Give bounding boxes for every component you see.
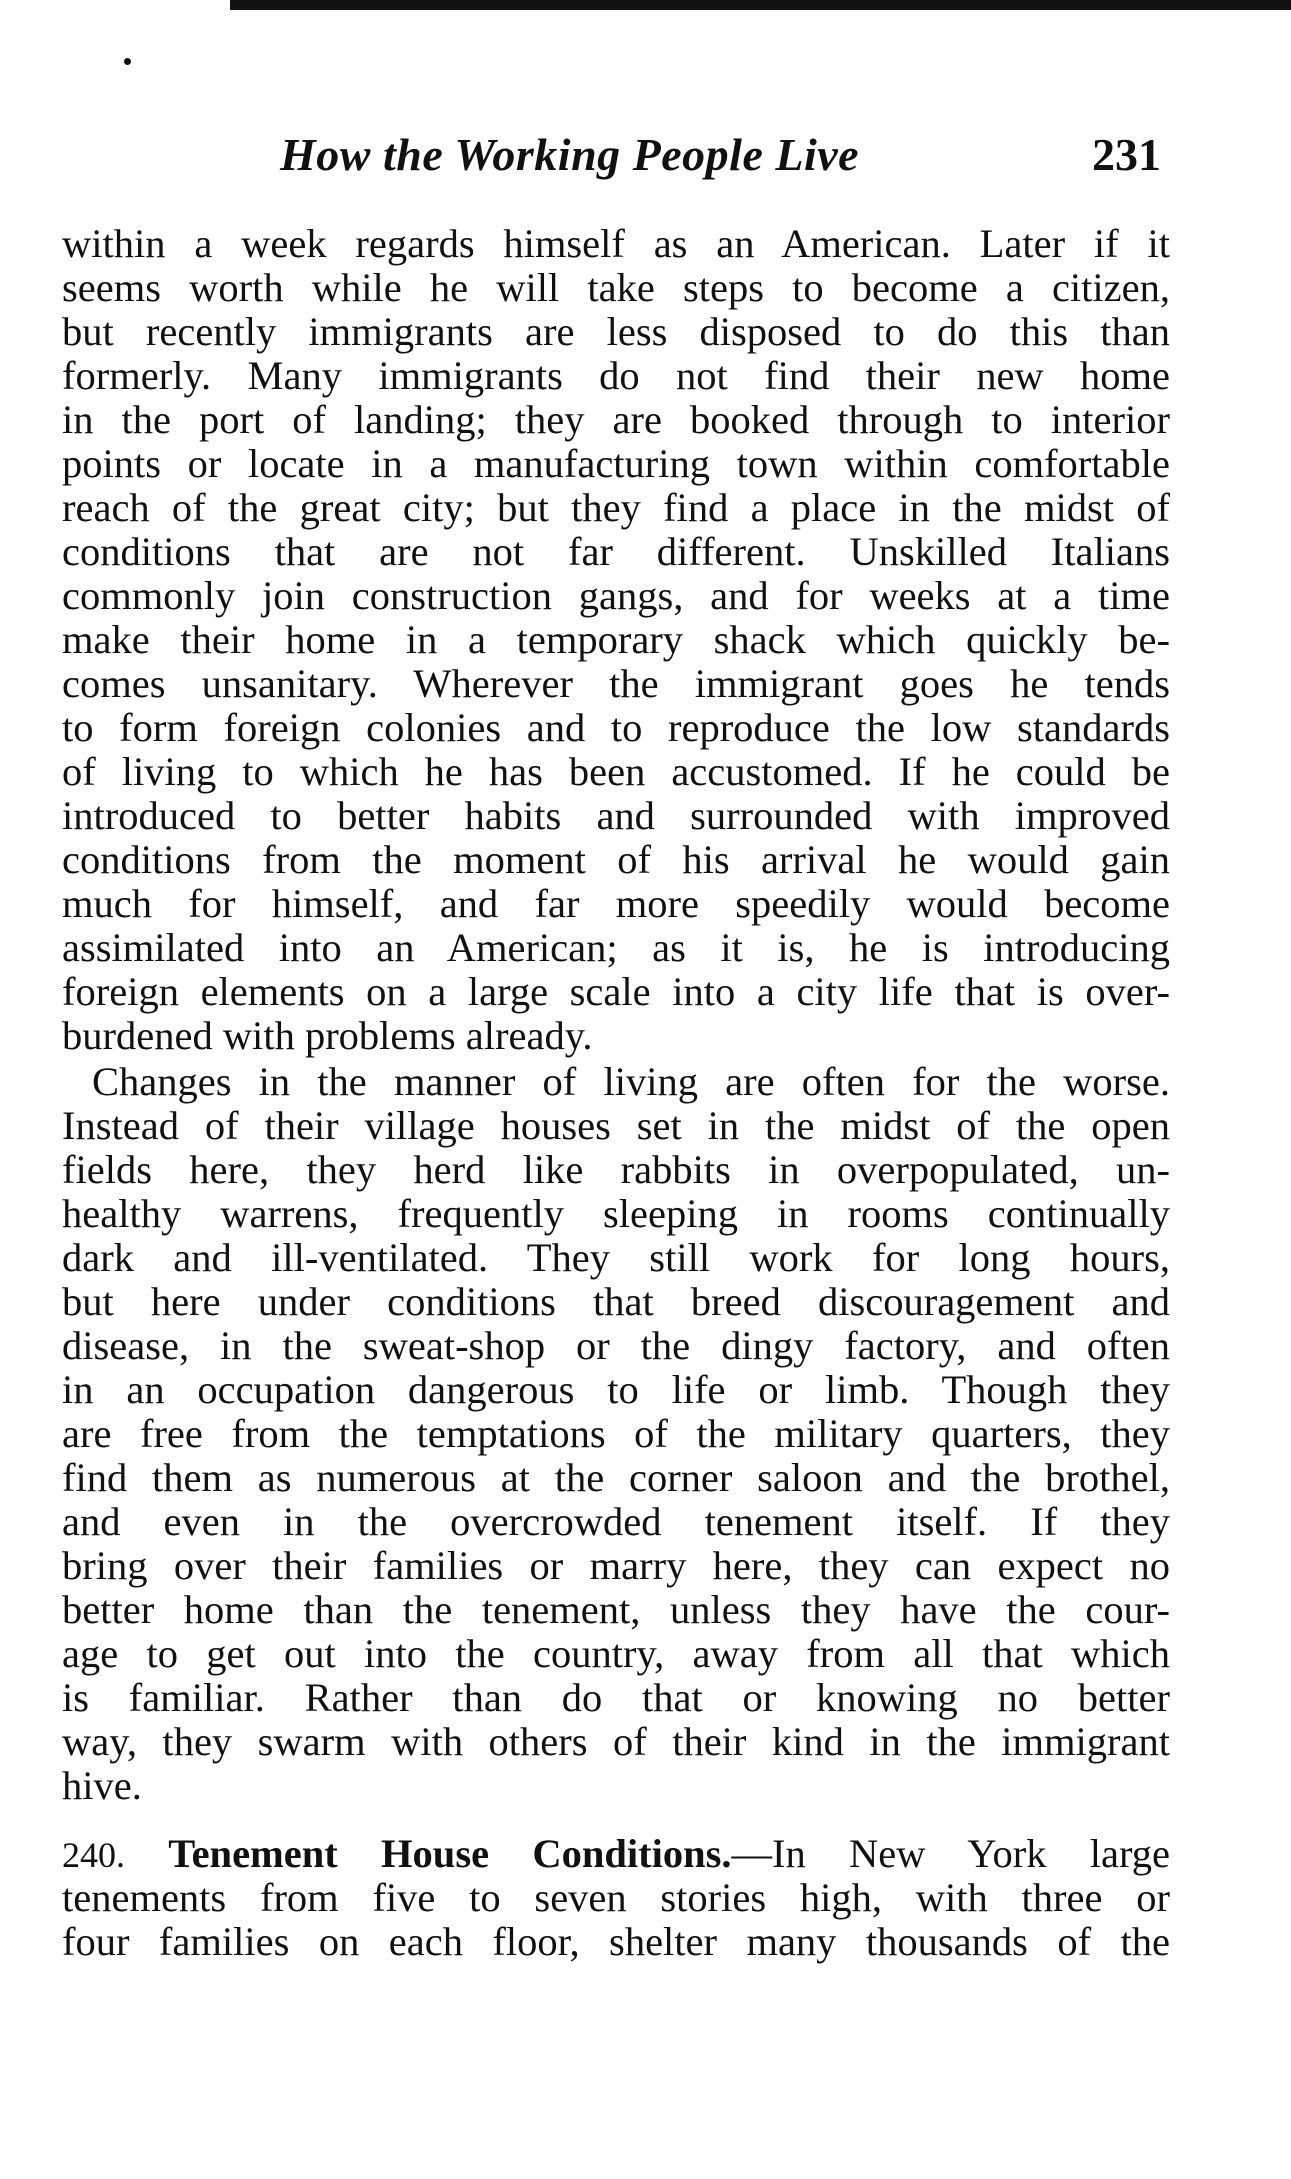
text-line: comes unsanitary. Wherever the immigrant goes he tends [62,661,1170,706]
text-line: is familiar. Rather than do that or knowing no better [62,1675,1170,1720]
section-heading-line [62,1832,1170,1876]
text-line: seems worth while he will take steps to become a citizen, [62,265,1170,310]
text-line: Instead of their village houses set in the midst of the open [62,1103,1170,1148]
text-line: within a week regards himself as an American. Later if it [62,221,1170,266]
text-line: age to get out into the country, away from all that which [62,1631,1170,1676]
running-head: How the Working People Live [280,129,860,180]
top-rule [230,0,1291,10]
text-line: burdened with problems already. [62,1013,593,1058]
text-line: four families on each floor, shelter many thousands of the [62,1919,1170,1964]
stray-mark [124,58,131,65]
text-line: foreign elements on a large scale into a city life that is over- [62,969,1170,1014]
text-line: commonly join construction gangs, and for weeks at a time [62,573,1170,618]
page-header [0,128,1291,188]
page-number: 231 [1092,129,1161,180]
text-line: and even in the overcrowded tenement itself. If they [62,1499,1170,1544]
text-line: of living to which he has been accustomed. If he could be [62,749,1170,794]
text-line: fields here, they herd like rabbits in overpopulated, un- [62,1147,1170,1192]
section-title: Tenement House Conditions. [168,1831,732,1876]
section-lead-text: —In New York large [731,1831,1170,1876]
text-line: tenements from five to seven stories high, with three or [62,1875,1170,1920]
text-line: but here under conditions that breed discouragement and [62,1279,1170,1324]
text-line: find them as numerous at the corner saloon and the brothel, [62,1455,1170,1500]
text-line: reach of the great city; but they find a place in the midst of [62,485,1170,530]
text-line: disease, in the sweat-shop or the dingy factory, and often [62,1323,1170,1368]
text-line: bring over their families or marry here, they can expect no [62,1543,1170,1588]
text-line: assimilated into an American; as it is, he is introducing [62,925,1170,970]
text-line: in an occupation dangerous to life or limb. Though they [62,1367,1170,1412]
text-line: in the port of landing; they are booked through to interior [62,397,1170,442]
text-line: way, they swarm with others of their kind in the immigrant [62,1719,1170,1764]
text-line: are free from the temptations of the military quarters, they [62,1411,1170,1456]
text-line: introduced to better habits and surrounded with improved [62,793,1170,838]
text-line: much for himself, and far more speedily would become [62,881,1170,926]
text-line: to form foreign colonies and to reproduce the low standards [62,705,1170,750]
text-line: conditions that are not far different. Unskilled Italians [62,529,1170,574]
text-line: dark and ill-ventilated. They still work for long hours, [62,1235,1170,1280]
text-line: healthy warrens, frequently sleeping in rooms continually [62,1191,1170,1236]
text-line: but recently immigrants are less disposed to do this than [62,309,1170,354]
section-number: 240. [62,1835,125,1875]
text-line: make their home in a temporary shack which quickly be- [62,617,1170,662]
text-line: Changes in the manner of living are often for the worse. [92,1059,1170,1104]
text-line: better home than the tenement, unless they have the cour- [62,1587,1170,1632]
text-line: conditions from the moment of his arrival he would gain [62,837,1170,882]
text-line: points or locate in a manufacturing town within comfortable [62,441,1170,486]
text-line: hive. [62,1763,142,1808]
text-line: formerly. Many immigrants do not find their new home [62,353,1170,398]
